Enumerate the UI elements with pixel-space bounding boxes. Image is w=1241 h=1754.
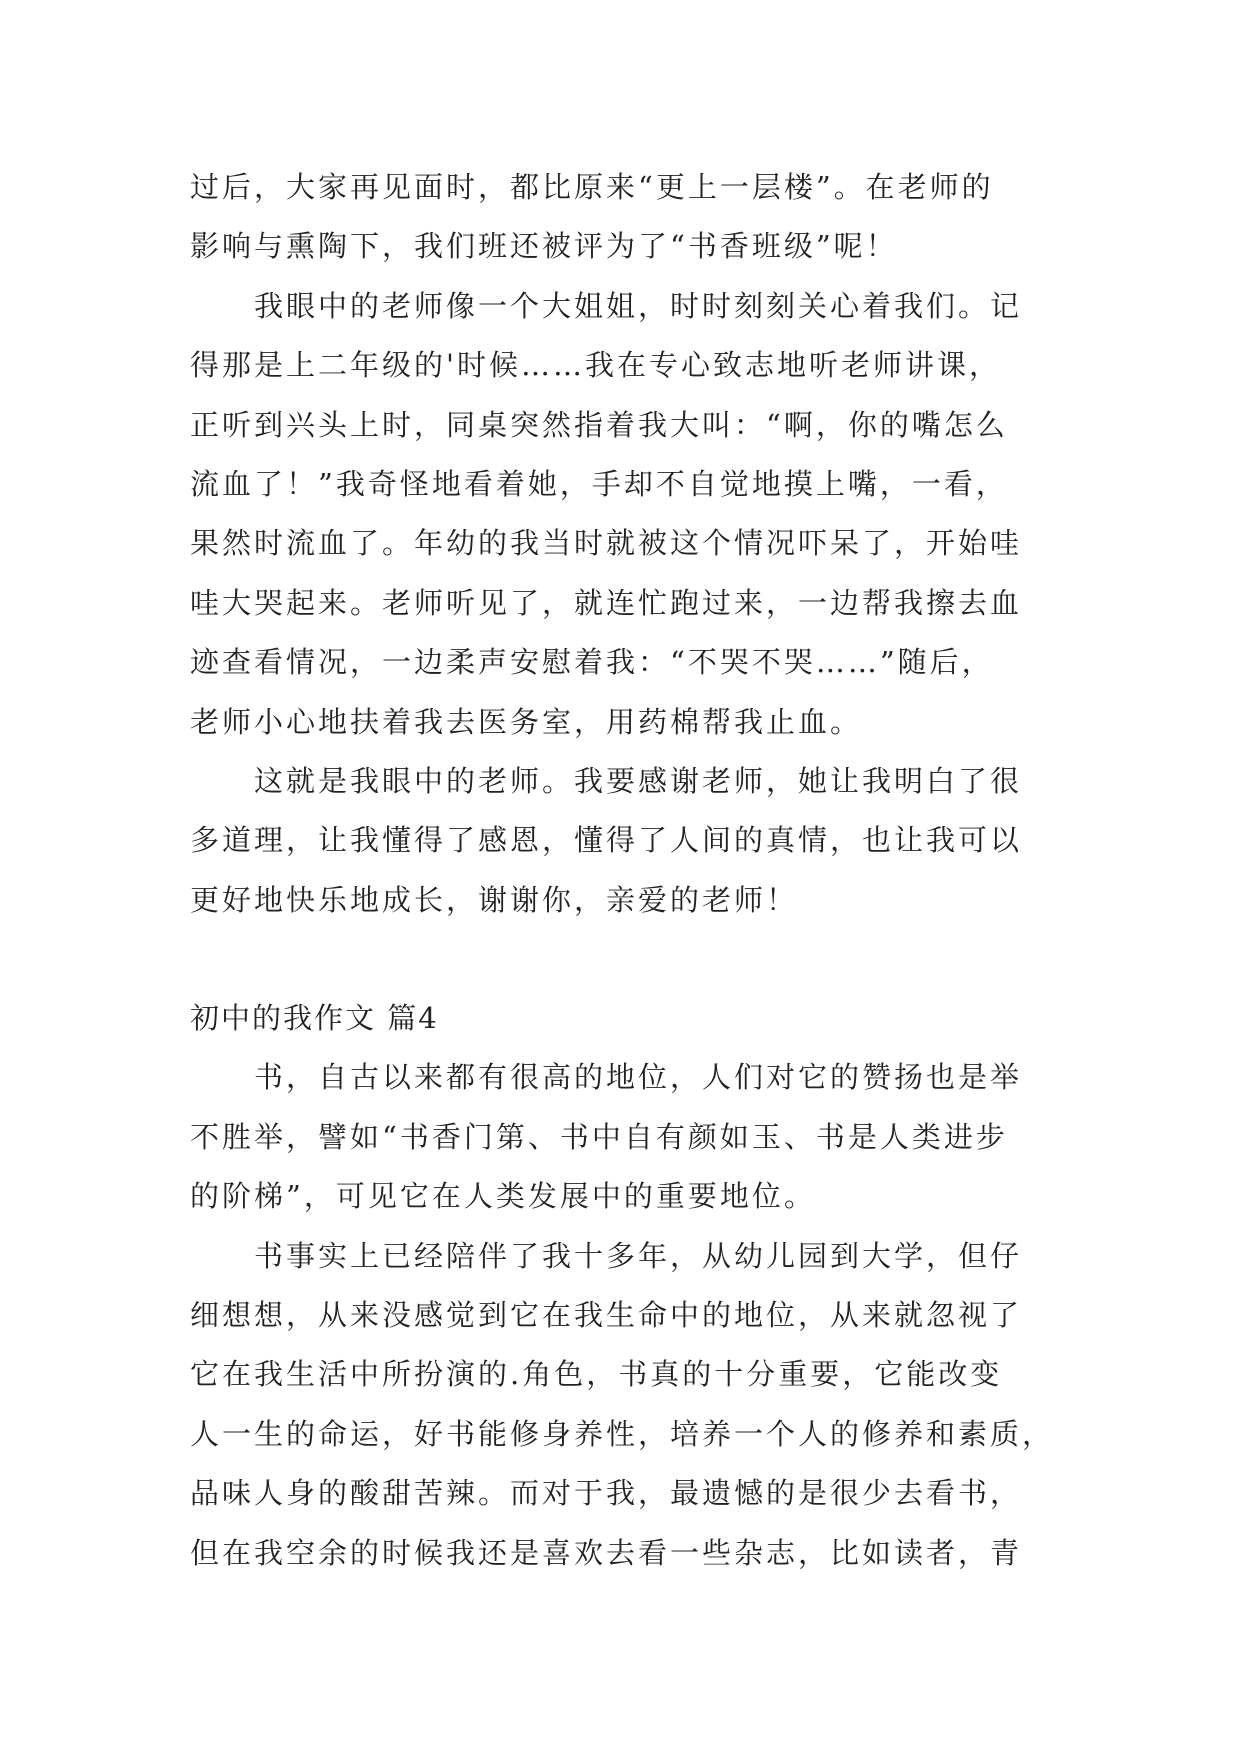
text-line: 过后，大家再见面时，都比原来“更上一层楼”。在老师的 [190,170,994,204]
text-line: 多道理，让我懂得了感恩，懂得了人间的真情，也让我可以 [190,823,1023,858]
text-line: 书，自古以来都有很高的地位，人们对它的赞扬也是举 [254,1060,1023,1095]
document-body [190,158,1070,1583]
paragraph [190,1227,1070,1583]
paragraph [190,1048,1070,1226]
section-gap [190,930,1070,989]
text-line: 影响与熏陶下，我们班还被评为了“书香班级”呢！ [190,229,898,264]
text-line: 正听到兴头上时，同桌突然指着我大叫：“啊，你的嘴怎么 [190,407,1008,442]
text-line: 老师小心地扶着我去医务室，用药棉帮我止血。 [190,704,863,739]
text-line: 它在我生活中所扮演的.角色，书真的十分重要，它能改变 [190,1357,1003,1392]
text-line: 书事实上已经陪伴了我十多年，从幼儿园到大学，但仔 [254,1238,1023,1273]
paragraph [190,158,1070,277]
text-line: 更好地快乐地成长，谢谢你，亲爱的老师！ [190,882,799,917]
text-line: 但在我空余的时候我还是喜欢去看一些杂志，比如读者，青 [190,1535,1023,1570]
paragraph [190,752,1070,930]
paragraph [190,277,1070,752]
text-line: 不胜举，譬如“书香门第、书中自有颜如玉、书是人类进步 [190,1119,1008,1154]
text-line: 流血了！”我奇怪地看着她，手却不自觉地摸上嘴，一看， [190,466,1008,501]
text-line: 人一生的命运，好书能修身养性，培养一个人的修养和素质， [190,1416,1055,1451]
text-line: 细想想，从来没感觉到它在我生命中的地位，从来就忽视了 [190,1298,1023,1333]
text-line: 我眼中的老师像一个大姐姐，时时刻刻关心着我们。记 [254,288,1023,323]
text-line: 得那是上二年级的'时候……我在专心致志地听老师讲课， [190,348,1001,383]
text-line: 品味人身的酸甜苦辣。而对于我，最遗憾的是很少去看书， [190,1476,1023,1511]
text-line: 果然时流血了。年幼的我当时就被这个情况吓呆了，开始哇 [190,526,1023,561]
text-line: 的阶梯”，可见它在人类发展中的重要地位。 [190,1179,816,1214]
text-line: 迹查看情况，一边柔声安慰着我：“不哭不哭……”随后， [190,645,994,680]
text-line: 哇大哭起来。老师听见了，就连忙跑过来，一边帮我擦去血 [190,585,1023,620]
section-heading: 初中的我作文 篇4 [190,1001,439,1036]
text-line: 这就是我眼中的老师。我要感谢老师，她让我明白了很 [254,763,1023,798]
